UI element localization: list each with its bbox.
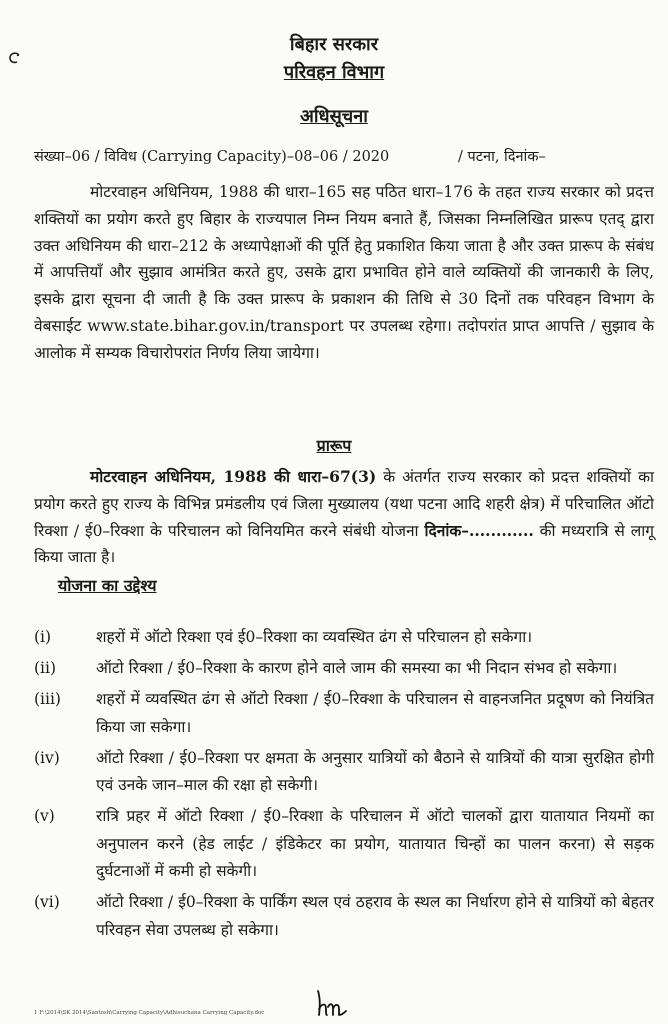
item-number: (iii): [34, 690, 61, 708]
draft-tail: की मध्यरात्रि से लागू किया जाता है।: [34, 521, 654, 567]
item-text: ऑटो रिक्शा / ई0–रिक्शा पर क्षमता के अनुसार यात्रियों को बैठाने से यात्रियों की यात्रा सुरक्षित होगी एवं उनके जान–माल की रक्षा हो सकेगी।: [96, 748, 654, 794]
government-name: बिहार सरकार: [289, 34, 379, 55]
item-number: (i): [34, 628, 52, 646]
objectives-list: [34, 624, 654, 948]
department-name: परिवहन विभाग: [283, 62, 385, 83]
item-text: रात्रि प्रहर में ऑटो रिक्शा / ई0–रिक्शा के परिचालन में ऑटो चालकों द्वारा यातायात नियमों का अनुपालन करने (हेड लाईट / इंडिकेटर का प्रयोग, यातायात चिन्हों का पालन करना) से सड़क दुर्घटनाओं में कमी हो सकेगी।: [96, 807, 654, 880]
intro-paragraph: [34, 179, 654, 367]
list-item: [34, 889, 654, 944]
draft-paragraph: [34, 464, 654, 571]
place-date: / पटना, दिनांक–: [458, 149, 546, 165]
file-path-footer: 1 F:\2014\SK 2014\Santosh\Carrying Capacity\Adhisuchana Carrying Capacity.doc: [34, 1010, 265, 1016]
list-item: [34, 745, 654, 800]
objective-title: योजना का उद्देश्य: [58, 576, 157, 595]
item-text: शहरों में ऑटो रिक्शा एवं ई0–रिक्शा का व्यवस्थित ढंग से परिचालन हो सकेगा।: [96, 628, 533, 646]
reference-number: संख्या–06 / विविध (Carrying Capacity)–08–06 / 2020: [34, 149, 390, 165]
draft-title: प्रारूप: [316, 436, 352, 455]
item-text: ऑटो रिक्शा / ई0–रिक्शा के पार्किंग स्थल एवं ठहराव के स्थल का निर्धारण होने से यात्रियों को बेहतर परिवहन सेवा उपलब्ध हो सकेगा।: [96, 893, 654, 939]
draft-text: के अंतर्गत राज्य सरकार को प्रदत्त शक्तियों का प्रयोग करते हुए राज्य के विभिन्न प्रमंडलीय एवं जिला मुख्यालय (यथा पटना आदि शहरी क्षेत्र) में परिचालित ऑटो रिक्शा / ई0–रिक्शा के परिचालन को विनियमित करने संबंधी योजना: [34, 468, 654, 540]
item-number: (vi): [34, 893, 60, 911]
item-number: (v): [34, 807, 55, 825]
signature-icon: [314, 987, 350, 1019]
item-number: (iv): [34, 748, 60, 767]
draft-date: दिनांक–............: [424, 520, 534, 540]
notification-title: अधिसूचना: [300, 106, 368, 127]
item-text: शहरों में व्यवस्थित ढंग से ऑटो रिक्शा / ई0–रिक्शा के परिचालन से वाहनजनित प्रदूषण को नियंत्रित किया जा सकेगा।: [96, 690, 654, 736]
draft-lead: मोटरवाहन अधिनियम, 1988 की धारा–67(3): [90, 467, 377, 486]
item-text: ऑटो रिक्शा / ई0–रिक्शा के कारण होने वाले जाम की समस्या का भी निदान संभव हो सकेगा।: [96, 659, 618, 677]
item-number: (ii): [34, 659, 57, 677]
list-item: [34, 686, 654, 741]
list-item: [34, 803, 654, 886]
list-item: [34, 655, 654, 683]
reference-line: [34, 146, 546, 166]
list-item: [34, 624, 654, 652]
intro-text: मोटरवाहन अधिनियम, 1988 की धारा–165 सह पठित धारा–176 के तहत राज्य सरकार को प्रदत्त शक्तियों का प्रयोग करते हुए बिहार के राज्यपाल निम्न नियम बनाते हैं, जिसका निम्नलिखित प्रारूप एतद् द्वारा उक्त अधिनियम की धारा–212 के अध्यापेक्षाओं की पूर्ति हेतु प्रकाशित किया जाता है और उक्त प्रारूप के संबंध में आपत्तियाँ और सुझाव आमंत्रित करते हुए, उसके द्वारा प्रभावित होने वाले व्यक्तियों की जानकारी के लिए, इसके द्वारा सूचना दी जाती है कि उक्त प्रारूप के प्रकाशन की तिथि से 30 दिनों तक परिवहन विभाग के वेबसाईट www.state.bihar.gov.in/transport पर उपलब्ध रहेगा। तदोपरांत प्राप्त आपत्ति / सुझाव के आलोक में सम्यक विचारोपरांत निर्णय लिया जायेगा।: [34, 183, 654, 362]
